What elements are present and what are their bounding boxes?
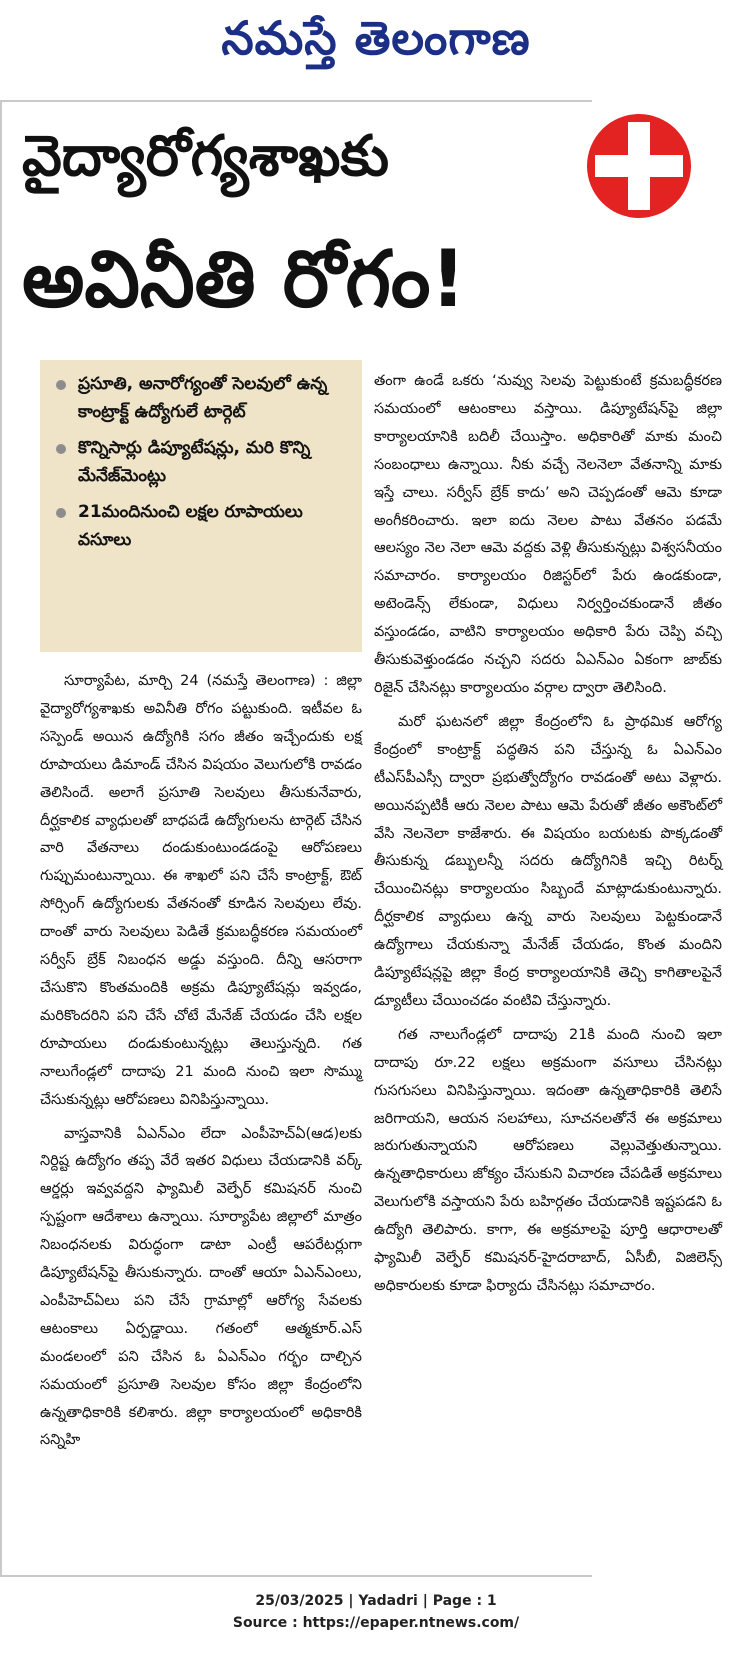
headline-line-1: వైద్యారోగ్యశాఖకు	[22, 123, 389, 189]
bullet-icon	[56, 508, 66, 518]
article-border-bottom	[0, 1575, 592, 1577]
medical-cross-icon	[585, 112, 693, 220]
highlight-text: కొన్నిసార్లు డిప్యూటేషన్లు, మరి కొన్ని మేనేజ్‌మెంట్లు	[78, 438, 311, 486]
article-paragraph: గత నాలుగేండ్లలో దాదాపు 21కి మంది నుంచి ఇలా దాదాపు రూ.22 లక్షలు అక్రమంగా వసూలు చేసినట్లు గుసగుసలు వినిపిస్తున్నాయి. ఇదంతా ఉన్నతాధికారికి తెలిసే జరిగాయని, ఆయన సలహాలు, సూచనలతోనే ఈ అక్రమాలు జరుగుతున్నాయని ఆరోపణలు వెల్లువెత్తుతున్నాయి. ఉన్నతాధికారులు జోక్యం చేసుకుని విచారణ చేపడితే అక్రమాలు వెలుగులోకి వస్తాయని పేరు బహిర్గతం చేయడానికి ఇష్టపడని ఓ ఉద్యోగి తెలిపారు. కాగా, ఈ అక్రమాలపై పూర్తి ఆధారాలతో ఫ్యామిలీ వెల్ఫేర్ కమిషనర్-హైదరాబాద్, ఏసీబీ, విజిలెన్స్ అధికారులకు కూడా ఫిర్యాదు చేసినట్లు సమాచారం.	[374, 1026, 722, 1294]
article-border-top	[0, 100, 592, 102]
bullet-icon	[56, 380, 66, 390]
bullet-icon	[56, 444, 66, 454]
article-border-left	[0, 100, 2, 1575]
edition-info: 25/03/2025 | Yadadri | Page : 1	[255, 1593, 497, 1609]
highlight-item	[52, 434, 350, 490]
page-footer	[0, 1590, 752, 1634]
highlights-box	[40, 360, 362, 652]
newspaper-logo: నమస్తే తెలంగాణ	[221, 11, 531, 65]
masthead	[0, 0, 752, 88]
highlight-text: ప్రసూతి, అనారోగ్యంతో సెలవులో ఉన్న కాంట్రాక్ట్ ఉద్యోగులే టార్గెట్	[78, 374, 328, 422]
article-paragraph: తంగా ఉండే ఒకరు ‘నువ్వు సెలవు పెట్టుకుంటే క్రమబద్ధీకరణ సమయంలో ఆటంకాలు వస్తాయి. డిప్యూటేషన్‌పై జిల్లా కార్యాలయానికి బదిలీ చేయిస్తాం. అధికారితో మాకు మంచి సంబంధాలు ఉన్నాయి. నీకు వచ్చే నెలనెలా వేతనాన్ని మాకు ఇస్తే చాలు. సర్వీస్ బ్రేక్ కాదు’ అని చెప్పడంతో ఆమె కూడా అంగీకరించారు. ఇలా ఐదు నెలల పాటు వేతనం పడమే ఆలస్యం నెల నెలా ఆమె వద్దకు వెళ్లి తీసుకున్నట్లు విశ్వసనీయం సమాచారం. కార్యాలయం రిజిస్టర్‌లో పేరు ఉండకుండా, అటెండెన్స్ లేకుండా, విధులు నిర్వర్తించకుండానే జీతం వస్తుండడం, వాటిని కార్యాలయం అధికారి పేరు చెప్పి వచ్చి తీసుకువెళ్తుండడం నచ్చని సదరు ఏఎన్ఎం ఏకంగా జాబ్‌కు రిజైన్ చేసినట్లు కార్యాలయం వర్గాల ద్వారా తెలిసింది.	[374, 373, 722, 696]
article-column-right	[374, 368, 722, 1307]
article-paragraph: మరో ఘటనలో జిల్లా కేంద్రంలోని ఓ ప్రాథమిక ఆరోగ్య కేంద్రంలో కాంట్రాక్ట్ పద్ధతిన పని చేస్తున్న ఓ ఏఎన్ఎం టీఎస్‌పీఎస్సీ ద్వారా ప్రభుత్వోద్యోగం రావడంతో అటు వెళ్లారు. అయినప్పటికీ ఆరు నెలల పాటు ఆమె పేరుతో జీతం అకౌంట్‌లో వేసి నెలనెలా కాజేశారు. ఈ విషయం బయటకు పొక్కడంతో తీసుకున్న డబ్బులన్నీ సదరు ఉద్యోగినికి ఇచ్చి రిటర్న్ చేయించినట్లు కార్యాలయం సిబ్బందే మాట్లాడుకుంటున్నారు. దీర్ఘకాలిక వ్యాధులు ఉన్న వారు సెలవులు పెట్టకుండానే ఉద్యోగాలు చేయకున్నా మేనేజ్ చేయడం, కొంత మందిని డిప్యూటేషన్లపై జిల్లా కేంద్ర కార్యాలయానికి తెచ్చి కాగితాలపైనే డ్యూటీలు చేయించడం వంటివి చేస్తున్నారు.	[374, 713, 722, 1009]
article-column-left	[40, 668, 362, 1461]
article-paragraph: సూర్యాపేట, మార్చి 24 (నమస్తే తెలంగాణ) : జిల్లా వైద్యారోగ్యశాఖకు అవినీతి రోగం పట్టుకుంది. ఇటీవల ఓ సస్పెండ్ అయిన ఉద్యోగికి సగం జీతం ఇచ్చేందుకు లక్ష రూపాయలు డిమాండ్ చేసిన విషయం వెలుగులోకి రావడం తెలిసిందే. అలాగే ప్రసూతి సెలవులు తీసుకునేవారు, దీర్ఘకాలిక వ్యాధులతో బాధపడే ఉద్యోగులను టార్గెట్ చేసిన వారి వేతనాలు దండుకుంటుండడంపై ఆరోపణలు గుప్పుమంటున్నాయి. ఈ శాఖలో పని చేసే కాంట్రాక్ట్, ఔట్ సోర్సింగ్ ఉద్యోగులకు వేతనంతో కూడిన సెలవులు లేవు. దాంతో వారు సెలవులు పెడితే క్రమబద్ధీకరణ సమయంలో సర్వీస్ బ్రేక్ నిబంధన అడ్డు వస్తుంది. దీన్ని ఆసరాగా చేసుకొని కొంతమందికి అక్రమ డిప్యూటేషన్లు ఇవ్వడం, మరికొందరిని పని చేసే చోటే మేనేజ్ చేయడం చేసి లక్షల రూపాయలు దండుకుంటున్నట్లు తెలుస్తున్నది. గత నాలుగేండ్లలో దాదాపు 21 మంది నుంచి ఇలా సొమ్ము చేసుకున్నట్లు ఆరోపణలు వినిపిస్తున్నాయి.	[40, 673, 362, 1108]
source-link[interactable]: Source : https://epaper.ntnews.com/	[232, 1615, 520, 1631]
highlight-item	[52, 498, 350, 554]
highlight-text: 21మందినుంచి లక్షల రూపాయలు వసూలు	[78, 502, 303, 550]
highlight-item	[52, 370, 350, 426]
headline-line-2: అవినీతి రోగం!	[22, 235, 466, 325]
article-paragraph: వాస్తవానికి ఏఎన్ఎం లేదా ఎంపీహెచ్ఏ(ఆడ)లకు నిర్దిష్ట ఉద్యోగం తప్ప వేరే ఇతర విధులు చేయడానికి వర్క్ ఆర్డర్లు ఇవ్వవద్దని ఫ్యామిలీ వెల్ఫేర్ కమిషనర్ నుంచి స్పష్టంగా ఆదేశాలు ఉన్నాయి. సూర్యాపేట జిల్లాలో మాత్రం నిబంధనలకు విరుద్ధంగా డాటా ఎంట్రీ ఆపరేటర్లుగా డిప్యూటేషన్‌పై తీసుకున్నారు. దాంతో ఆయా ఏఎన్ఎంలు, ఎంపీహెచ్ఏలు పని చేసే గ్రామాల్లో ఆరోగ్య సేవలకు ఆటంకాలు ఏర్పడ్డాయి. గతంలో ఆత్మకూర్.ఎస్ మండలంలో పని చేసిన ఓ ఏఎన్ఎం గర్భం దాల్చిన సమయంలో ప్రసూతి సెలవుల కోసం జిల్లా కేంద్రంలోని ఉన్నతాధికారికి కలిశారు. జిల్లా కార్యాలయంలో అధికారికి సన్నిహి	[40, 1125, 362, 1449]
